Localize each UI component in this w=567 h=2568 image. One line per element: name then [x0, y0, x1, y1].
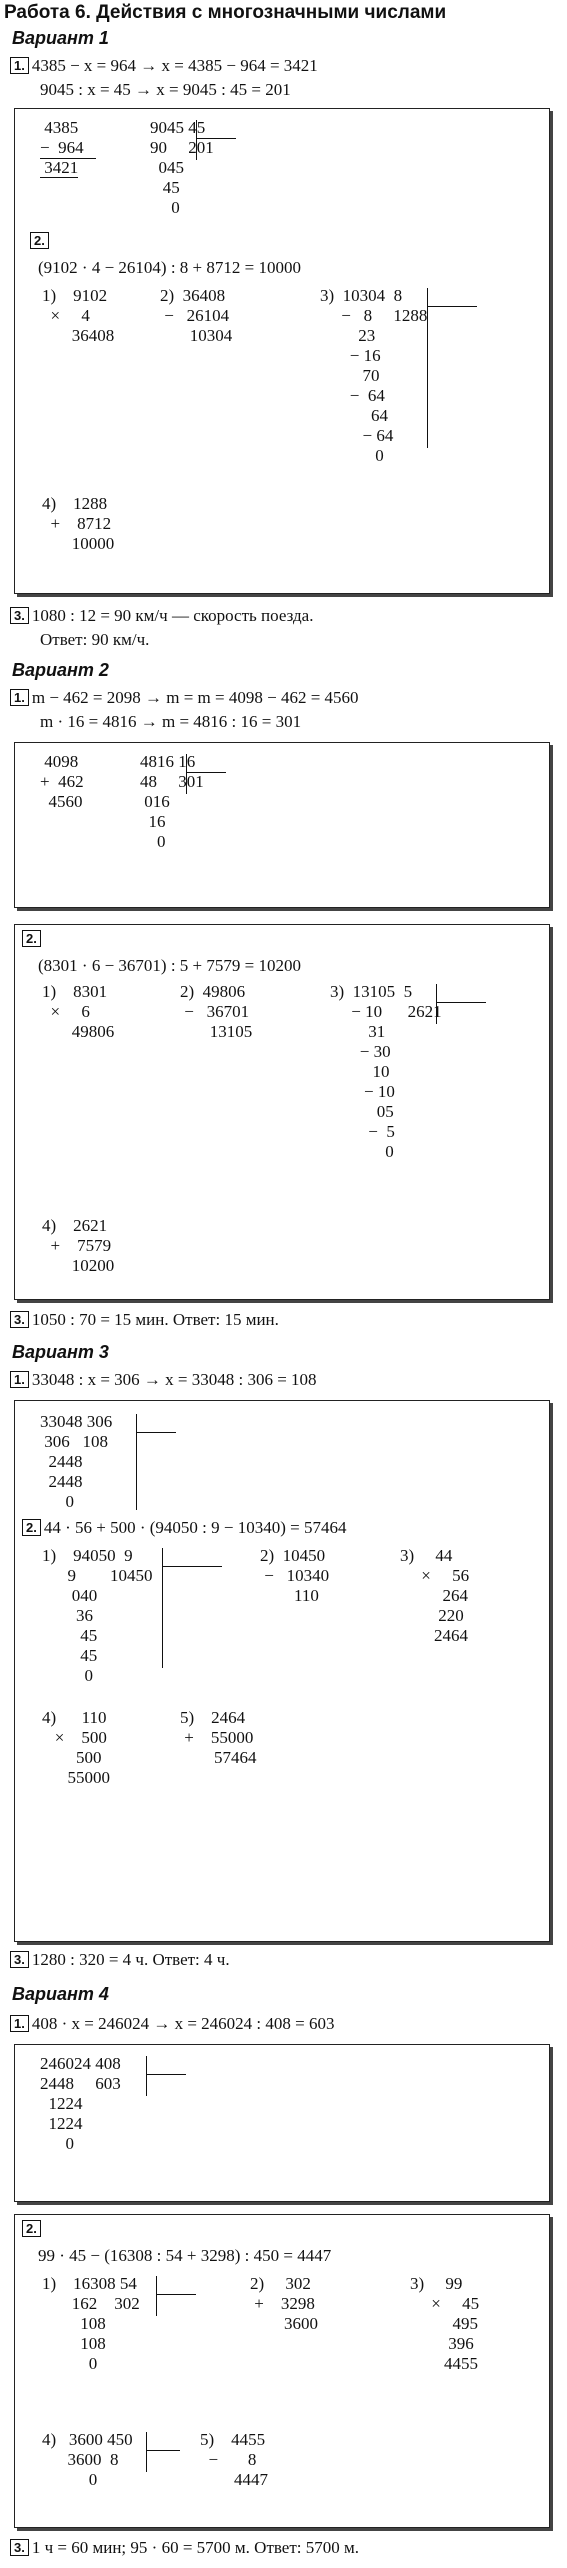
task-number: 1. — [10, 1371, 29, 1388]
v2-task3: 3. 1050 : 70 = 15 мин. Ответ: 15 мин. — [10, 1310, 279, 1330]
v3-step3: 3) 44 × 56 264 220 2464 — [400, 1546, 470, 1645]
v1-step2: 2) 36408 − 26104 10304 — [160, 286, 233, 345]
v1-task2 — [30, 232, 52, 251]
v4-step5: 5) 4455 − 8 4447 — [200, 2430, 268, 2489]
v2-addition: 4098 + 462 4560 — [40, 752, 84, 811]
v3-step5: 5) 2464 + 55000 57464 — [180, 1708, 257, 1767]
v4-task2 — [22, 2220, 44, 2239]
v3-step2: 2) 10450 − 10340 110 — [260, 1546, 330, 1605]
variant-1-heading: Вариант 1 — [12, 28, 109, 48]
v1-division: 9045 45 90 201 045 45 0 — [150, 118, 214, 217]
v2-task1: 1. m − 462 = 2098 → m = m = 4098 − 462 = 4560 — [10, 688, 359, 708]
v2-expression: (8301 · 6 − 36701) : 5 + 7579 = 10200 — [38, 956, 301, 975]
v3-step4: 4) 110 × 500 500 55000 — [42, 1708, 110, 1787]
v4-expression: 99 · 45 − (16308 : 54 + 3298) : 450 = 4447 — [38, 2246, 332, 2265]
task-number: 1. — [10, 2015, 29, 2032]
v1-step1: 1) 9102 × 4 36408 — [42, 286, 115, 345]
v3-step1: 1) 94050 9 9 10450 040 36 45 45 0 — [42, 1546, 153, 1685]
task-number: 3. — [10, 607, 29, 624]
v2-step2: 2) 49806 − 36701 13105 — [180, 982, 253, 1041]
v4-division: 246024 408 2448 603 1224 1224 0 — [40, 2054, 121, 2153]
task-number: 3. — [10, 1951, 29, 1968]
v3-task3: 3. 1280 : 320 = 4 ч. Ответ: 4 ч. — [10, 1950, 230, 1970]
v2-step1: 1) 8301 × 6 49806 — [42, 982, 115, 1041]
v1-task3: 3. 1080 : 12 = 90 км/ч — скорость поезда. — [10, 606, 313, 626]
v4-task3: 3. 1 ч = 60 мин; 95 · 60 = 5700 м. Ответ: 5700 м. — [10, 2538, 359, 2558]
v1-expression: (9102 · 4 − 26104) : 8 + 8712 = 10000 — [38, 258, 301, 277]
variant-4-heading: Вариант 4 — [12, 1984, 109, 2004]
v1-task1 — [10, 56, 318, 76]
v4-step3: 3) 99 × 45 495 396 4455 — [410, 2274, 480, 2373]
task-number: 2. — [22, 2220, 41, 2237]
task-number: 2. — [22, 1519, 41, 1536]
v1-answer: Ответ: 90 км/ч. — [40, 630, 150, 649]
task-number: 2. — [22, 930, 41, 947]
variant-3-heading: Вариант 3 — [12, 1342, 109, 1362]
v2-task1-box — [14, 742, 550, 908]
v4-task1: 1. 408 · x = 246024 → x = 246024 : 408 = 603 — [10, 2014, 335, 2034]
v1-step3: 3) 10304 8 − 8 1288 23 − 16 70 − 64 64 − 64 0 — [320, 286, 428, 465]
task-number: 3. — [10, 1311, 29, 1328]
page-title: Работа 6. Действия с многозначными числами — [4, 2, 447, 23]
v1-step4: 4) 1288 + 8712 10000 — [42, 494, 115, 553]
task-number: 1. — [10, 57, 29, 74]
v4-step1: 1) 16308 54 162 302 108 108 0 — [42, 2274, 140, 2373]
v4-step4: 4) 3600 450 3600 8 0 — [42, 2430, 133, 2489]
variant-2-heading: Вариант 2 — [12, 660, 109, 680]
v2-step3: 3) 13105 5 − 10 2621 31 − 30 10 − 10 05 − 5 0 — [330, 982, 442, 1161]
task-number: 3. — [10, 2539, 29, 2556]
v1-eq2: 9045 : x = 45 → x = 9045 : 45 = 201 — [40, 80, 291, 99]
v3-task1: 1. 33048 : x = 306 → x = 33048 : 306 = 108 — [10, 1370, 317, 1390]
v1-subtraction: 4385 − 964 3421 — [40, 118, 84, 177]
task-number: 1. — [10, 689, 29, 706]
v2-step4: 4) 2621 + 7579 10200 — [42, 1216, 115, 1275]
v2-task2 — [22, 930, 44, 949]
v2-eq2: m · 16 = 4816 → m = 4816 : 16 = 301 — [40, 712, 302, 731]
v3-task2: 2. 44 · 56 + 500 · (94050 : 9 − 10340) = 57464 — [22, 1518, 346, 1538]
v1-eq1: 4385 − x = 964 → x = 4385 − 964 = 3421 — [31, 56, 318, 75]
v3-division: 33048 306 306 108 2448 2448 0 — [40, 1412, 113, 1511]
v4-step2: 2) 302 + 3298 3600 — [250, 2274, 318, 2333]
task-number: 2. — [30, 232, 49, 249]
v2-division: 4816 16 48 301 016 16 0 — [140, 752, 204, 851]
